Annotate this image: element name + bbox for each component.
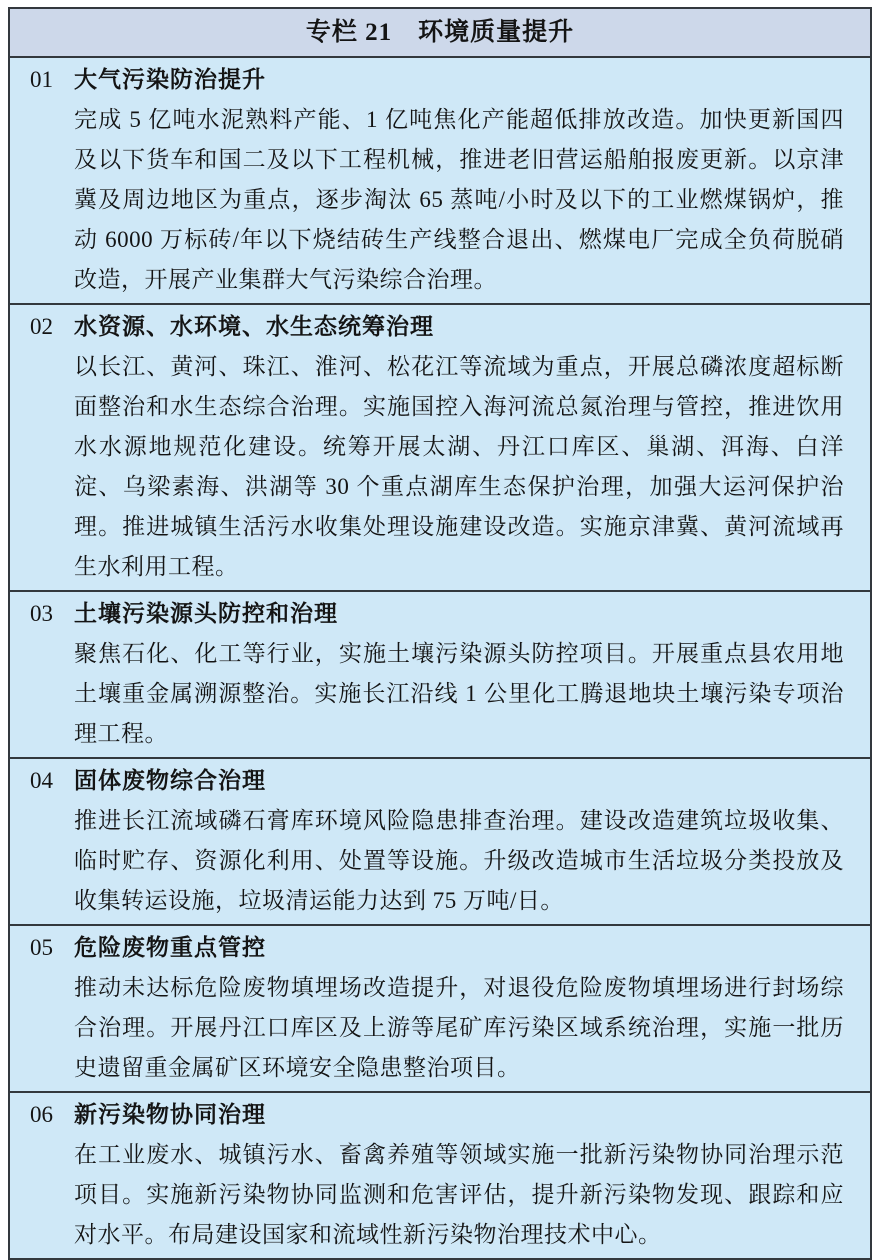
sections-container	[10, 56, 870, 1258]
section-body: 以长江、黄河、珠江、淮河、松花江等流域为重点，开展总磷浓度超标断面整治和水生态综合治理。实施国控入海河流总氮治理与管控，推进饮用水水源地规范化建设。统筹开展太湖、丹江口库区、巢湖、洱海、白洋淀、乌梁素海、洪湖等 30 个重点湖库生态保护治理，加强大运河保护治理。推进城镇生活污水收集处理设施建设改造。实施京津冀、黄河流域再生水利用工程。	[74, 354, 844, 579]
section-body: 推动未达标危险废物填埋场改造提升，对退役危险废物填埋场进行封场综合治理。开展丹江口库区及上游等尾矿库污染区域系统治理，实施一批历史遗留重金属矿区环境安全隐患整治项目。	[74, 975, 844, 1080]
section-number: 06	[30, 1102, 53, 1127]
section-row	[10, 924, 870, 1091]
panel-title: 专栏 21 环境质量提升	[305, 19, 575, 46]
section-heading: 固体废物综合治理	[74, 768, 266, 793]
section-number: 04	[30, 768, 53, 793]
section-number: 05	[30, 935, 53, 960]
section-body: 在工业废水、城镇污水、畜禽养殖等领域实施一批新污染物协同治理示范项目。实施新污染物协同监测和危害评估，提升新污染物发现、跟踪和应对水平。布局建设国家和流域性新污染物治理技术中心。	[74, 1142, 844, 1247]
section-row	[10, 590, 870, 757]
section-body: 完成 5 亿吨水泥熟料产能、1 亿吨焦化产能超低排放改造。加快更新国四及以下货车和国二及以下工程机械，推进老旧营运船舶报废更新。以京津冀及周边地区为重点，逐步淘汰 65 蒸吨/小时及以下的工业燃煤锅炉，推动 6000 万标砖/年以下烧结砖生产线整合退出、燃煤电厂完成全负荷脱硝改造，开展产业集群大气污染综合治理。	[74, 107, 844, 292]
section-number: 01	[30, 67, 53, 92]
section-heading: 大气污染防治提升	[74, 67, 266, 92]
section-row	[10, 1091, 870, 1258]
section-row	[10, 303, 870, 590]
section-body: 推进长江流域磷石膏库环境风险隐患排查治理。建设改造建筑垃圾收集、临时贮存、资源化利用、处置等设施。升级改造城市生活垃圾分类投放及收集转运设施，垃圾清运能力达到 75 万吨/日。	[74, 808, 844, 913]
environment-quality-panel	[8, 7, 872, 1260]
section-heading: 土壤污染源头防控和治理	[74, 601, 338, 626]
section-heading: 水资源、水环境、水生态统筹治理	[74, 314, 434, 339]
section-heading: 危险废物重点管控	[74, 935, 266, 960]
section-number: 03	[30, 601, 53, 626]
section-body: 聚焦石化、化工等行业，实施土壤污染源头防控项目。开展重点县农用地土壤重金属溯源整治。实施长江沿线 1 公里化工腾退地块土壤污染专项治理工程。	[74, 641, 844, 746]
section-heading: 新污染物协同治理	[74, 1102, 266, 1127]
section-row	[10, 757, 870, 924]
section-row	[10, 56, 870, 303]
section-number: 02	[30, 314, 53, 339]
panel-header	[10, 9, 870, 56]
